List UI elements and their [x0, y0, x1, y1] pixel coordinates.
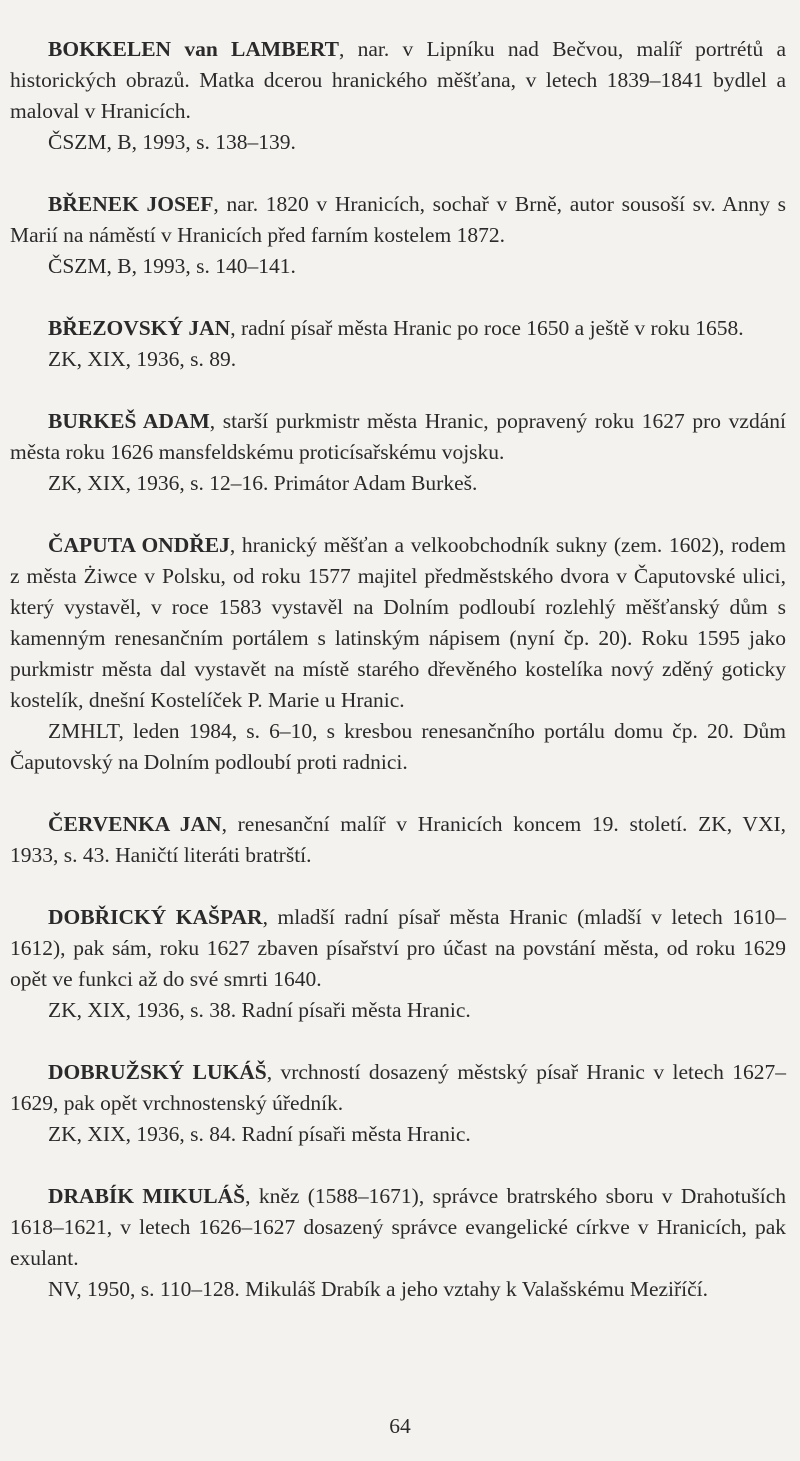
entry-text: , renesanční malíř v Hranicích koncem 19. století. ZK, VXI, 1933, s. 43. Haničtí literáti bratrští.: [10, 812, 787, 867]
entry-name: BOKKELEN van LAMBERT: [48, 37, 339, 61]
entry-burkes: [10, 406, 786, 499]
entry-cervenka: [10, 809, 786, 871]
entry-text: , radní písař města Hranic po roce 1650 a ještě v roku 1658.: [230, 316, 744, 340]
entry-source: ČSZM, B, 1993, s. 140–141.: [48, 254, 296, 278]
entry-source: ZK, XIX, 1936, s. 12–16. Primátor Adam Burkeš.: [48, 471, 478, 495]
entry-body: [10, 313, 786, 344]
entry-body: [10, 406, 786, 468]
entry-brezovsky: [10, 313, 786, 375]
entry-bokkelen: [10, 34, 786, 158]
entry-name: BŘENEK JOSEF: [48, 192, 214, 216]
entry-brenek: [10, 189, 786, 282]
entry-dobruzsky: [10, 1057, 786, 1150]
entry-text: , starší purkmistr města Hranic, popravený roku 1627 pro vzdání města roku 1626 mansfeldskému proticísařskému vojsku.: [10, 409, 786, 464]
entry-text: , mladší radní písař města Hranic (mladší v letech 1610–1612), pak sám, roku 1627 zbaven písařství pro účast na povstání města, od roku 1629 opět ve funkci až do své smrti 1640.: [10, 905, 786, 991]
entry-text: , kněz (1588–1671), správce bratrského sboru v Drahotuších 1618–1621, v letech 1626–1627 dosazený správce evangelické církve v Hranicích, pak exulant.: [10, 1184, 787, 1270]
entry-source: ČSZM, B, 1993, s. 138–139.: [48, 130, 296, 154]
entry-source: ZMHLT, leden 1984, s. 6–10, s kresbou renesančního portálu domu čp. 20. Dům Čaputovský na Dolním podloubí proti radnici.: [10, 719, 786, 774]
entry-name: ČAPUTA ONDŘEJ: [48, 533, 230, 557]
entry-source: NV, 1950, s. 110–128. Mikuláš Drabík a jeho vztahy k Valašskému Meziříčí.: [48, 1277, 709, 1301]
entry-source: ZK, XIX, 1936, s. 89.: [48, 347, 237, 371]
entry-source: ZK, XIX, 1936, s. 84. Radní písaři města Hranic.: [48, 1122, 471, 1146]
entry-name: DRABÍK MIKULÁŠ: [48, 1184, 246, 1208]
entry-drabik: [10, 1181, 786, 1305]
entry-body: [10, 189, 786, 251]
entry-body: [10, 530, 786, 716]
entry-body: [10, 902, 786, 995]
entry-name: DOBŘICKÝ KAŠPAR: [48, 905, 263, 929]
entry-dobricky: [10, 902, 786, 1026]
entry-text: , nar. 1820 v Hranicích, sochař v Brně, autor sousoší sv. Anny s Marií na náměstí v Hranicích před farním kostelem 1872.: [10, 192, 786, 247]
entry-name: BŘEZOVSKÝ JAN: [48, 316, 231, 340]
entry-name: ČERVENKA JAN: [48, 812, 222, 836]
entry-text: , nar. v Lipníku nad Bečvou, malíř portrétů a historických obrazů. Matka dcerou hranického měšťana, v letech 1839–1841 bydlel a maloval v Hranicích.: [10, 37, 787, 123]
page-number: 64: [389, 1414, 411, 1438]
entry-source: ZK, XIX, 1936, s. 38. Radní písaři města Hranic.: [48, 998, 471, 1022]
entry-body: [10, 1057, 786, 1119]
entry-body: [10, 1181, 786, 1274]
entry-body: [10, 809, 786, 871]
entry-name: DOBRUŽSKÝ LUKÁŠ: [48, 1060, 267, 1084]
entry-text: , vrchností dosazený městský písař Hranic v letech 1627–1629, pak opět vrchnostenský úředník.: [10, 1060, 786, 1115]
entry-body: [10, 34, 786, 127]
entry-name: BURKEŠ ADAM: [48, 409, 210, 433]
entry-caputa: [10, 530, 786, 778]
entry-text: , hranický měšťan a velkoobchodník sukny (zem. 1602), rodem z města Żiwce v Polsku, od roku 1577 majitel předměstského dvora v Čaputovské ulici, který vystavěl, v roce 1583 vystavěl na Dolním podloubí rozlehlý měšťanský dům s kamenným renesančním portálem s latinským nápisem (nyní čp. 20). Roku 1595 jako purkmistr města dal vystavět na místě starého dřevěného kostelíka nový zděný goticky kostelík, dnešní Kostelíček P. Marie u Hranic.: [10, 533, 786, 712]
